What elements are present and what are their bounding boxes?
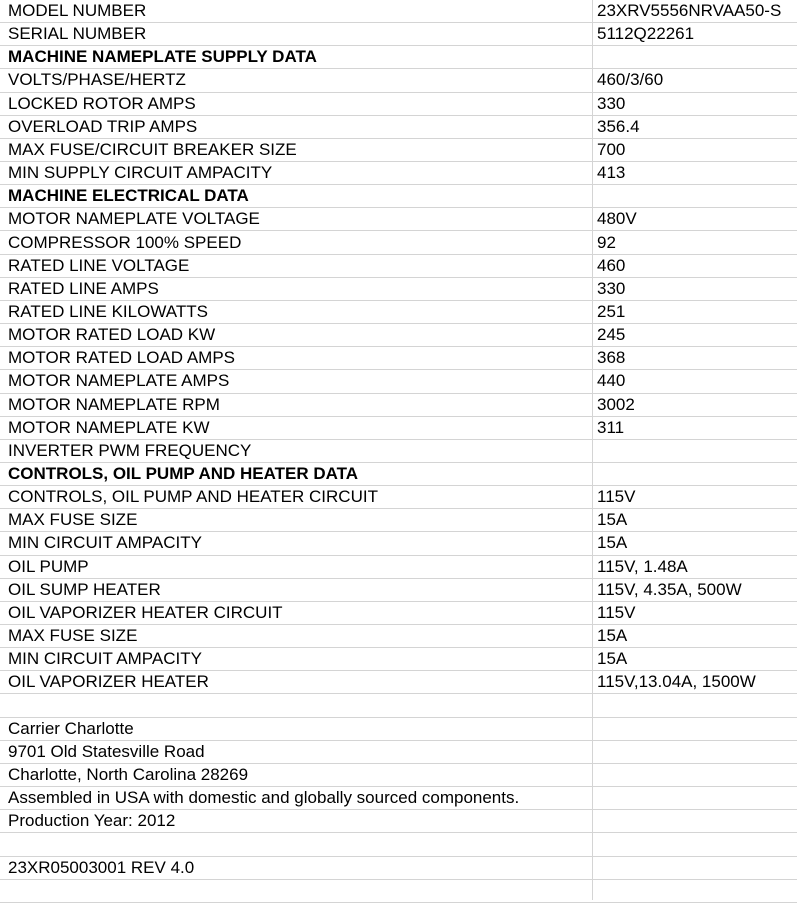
row-value (597, 764, 793, 786)
table-row (0, 671, 797, 694)
row-label (8, 880, 588, 902)
table-row (0, 0, 797, 23)
row-label: LOCKED ROTOR AMPS (8, 93, 196, 113)
row-label: COMPRESSOR 100% SPEED (8, 232, 242, 252)
table-row (0, 509, 797, 532)
row-value: 15A (597, 533, 628, 553)
table-row (0, 857, 797, 880)
row-label (8, 695, 588, 717)
row-label: MACHINE NAMEPLATE SUPPLY DATA (8, 47, 317, 67)
row-value: 115V (597, 487, 636, 507)
table-row (0, 324, 797, 347)
row-value: 245 (597, 325, 626, 345)
row-value (597, 718, 793, 740)
row-value: 368 (597, 348, 626, 368)
row-label: SERIAL NUMBER (8, 24, 147, 44)
row-value (597, 185, 793, 207)
row-label: RATED LINE AMPS (8, 278, 159, 298)
row-value: 115V, 1.48A (597, 556, 688, 576)
table-row (0, 602, 797, 625)
row-label: Production Year: 2012 (8, 811, 176, 831)
row-label: MAX FUSE SIZE (8, 510, 138, 530)
section-header-row (0, 463, 797, 486)
table-row (0, 347, 797, 370)
table-row (0, 255, 797, 278)
table-row (0, 440, 797, 463)
row-label (8, 833, 588, 855)
row-value: 413 (597, 163, 626, 183)
row-label: Assembled in USA with domestic and globally sourced components. (8, 788, 520, 808)
row-value (597, 787, 793, 809)
row-label: OIL VAPORIZER HEATER CIRCUIT (8, 602, 283, 622)
row-label: MAX FUSE SIZE (8, 626, 138, 646)
row-value (597, 880, 793, 902)
row-value: 15A (597, 626, 628, 646)
row-label: MOTOR NAMEPLATE VOLTAGE (8, 209, 260, 229)
table-row (0, 532, 797, 555)
row-label: MOTOR NAMEPLATE RPM (8, 394, 220, 414)
row-label: MACHINE ELECTRICAL DATA (8, 186, 249, 206)
row-value: 330 (597, 93, 626, 113)
row-value (597, 833, 793, 855)
section-header-row (0, 185, 797, 208)
row-value: 460/3/60 (597, 70, 664, 90)
table-row (0, 232, 797, 255)
row-label: MOTOR NAMEPLATE AMPS (8, 371, 230, 391)
row-value: 330 (597, 278, 626, 298)
row-value: 115V,13.04A, 1500W (597, 672, 756, 692)
row-label: 23XR05003001 REV 4.0 (8, 857, 195, 877)
table-row (0, 93, 797, 116)
row-value: 15A (597, 510, 628, 530)
row-label: OIL PUMP (8, 556, 89, 576)
table-row (0, 880, 797, 903)
table-row (0, 394, 797, 417)
table-row (0, 718, 797, 741)
table-row (0, 278, 797, 301)
row-value (597, 857, 793, 879)
table-row (0, 162, 797, 185)
row-value (597, 741, 793, 763)
row-label: MOTOR NAMEPLATE KW (8, 417, 210, 437)
row-label: RATED LINE KILOWATTS (8, 301, 208, 321)
row-label: OIL VAPORIZER HEATER (8, 672, 209, 692)
table-row (0, 370, 797, 393)
table-row (0, 23, 797, 46)
table-row (0, 579, 797, 602)
row-label: OVERLOAD TRIP AMPS (8, 116, 198, 136)
row-label: MOTOR RATED LOAD KW (8, 325, 216, 345)
row-value: 311 (597, 417, 625, 437)
row-label: OIL SUMP HEATER (8, 579, 161, 599)
table-row (0, 301, 797, 324)
table-row (0, 208, 797, 231)
row-label: RATED LINE VOLTAGE (8, 255, 190, 275)
row-value: 115V (597, 602, 636, 622)
row-value: 15A (597, 649, 628, 669)
row-value: 460 (597, 255, 626, 275)
row-value: 3002 (597, 394, 635, 414)
table-row (0, 741, 797, 764)
section-header-row (0, 46, 797, 69)
table-row (0, 810, 797, 833)
row-label: 9701 Old Statesville Road (8, 741, 205, 761)
row-value: 356.4 (597, 116, 640, 136)
row-label: MIN CIRCUIT AMPACITY (8, 649, 202, 669)
row-value (597, 695, 793, 717)
table-row (0, 417, 797, 440)
table-row (0, 69, 797, 92)
table-row (0, 764, 797, 787)
row-value: 92 (597, 232, 616, 252)
row-value: 5112Q22261 (597, 24, 695, 44)
row-value (597, 810, 793, 832)
row-value: 115V, 4.35A, 500W (597, 579, 742, 599)
row-value: 480V (597, 209, 637, 229)
row-label: INVERTER PWM FREQUENCY (8, 440, 252, 460)
table-row (0, 139, 797, 162)
row-label: Carrier Charlotte (8, 718, 134, 738)
row-label: VOLTS/PHASE/HERTZ (8, 70, 186, 90)
row-label: MODEL NUMBER (8, 1, 147, 20)
row-label: CONTROLS, OIL PUMP AND HEATER CIRCUIT (8, 487, 378, 507)
row-label: MAX FUSE/CIRCUIT BREAKER SIZE (8, 139, 297, 159)
row-label: CONTROLS, OIL PUMP AND HEATER DATA (8, 464, 359, 483)
table-row (0, 648, 797, 671)
table-row (0, 556, 797, 579)
table-row (0, 695, 797, 718)
row-value (597, 463, 793, 485)
table-row (0, 787, 797, 810)
table-row (0, 116, 797, 139)
row-value (597, 440, 793, 462)
row-value: 23XRV5556NRVAA50-S (597, 1, 782, 20)
row-label: MIN CIRCUIT AMPACITY (8, 533, 202, 553)
table-row (0, 833, 797, 856)
row-label: MIN SUPPLY CIRCUIT AMPACITY (8, 163, 273, 183)
row-label: MOTOR RATED LOAD AMPS (8, 348, 236, 368)
row-label: Charlotte, North Carolina 28269 (8, 764, 249, 784)
row-value: 700 (597, 139, 626, 159)
row-value (597, 46, 793, 68)
row-value: 440 (597, 371, 626, 391)
table-row (0, 625, 797, 648)
table-row (0, 486, 797, 509)
row-value: 251 (597, 301, 626, 321)
